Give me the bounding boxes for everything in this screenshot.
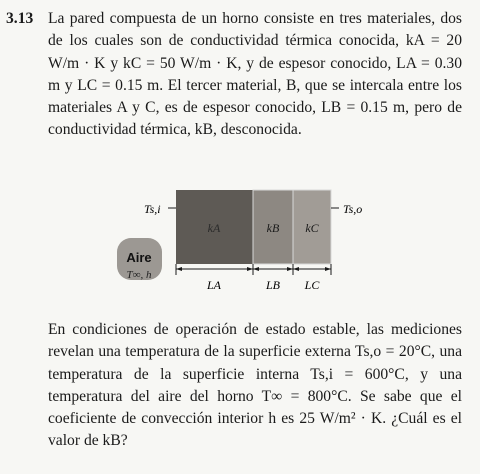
thickness-c-label: LC	[304, 278, 320, 292]
layer-b-label: kB	[266, 221, 280, 235]
problem-number: 3.13	[6, 10, 34, 27]
problem-conditions-text: En condiciones de operación de estado estable, las mediciones revelan una temperatura de la superficie externa Ts,o = 20°C, una temperatura de la superficie interna Ts,i = 600°C, y una temperatura del aire del horno T∞ = 800°C. Se sabe que el coeficiente de convección interior h es 25 W/m² · K. ¿Cuál es el valor de kB?	[48, 321, 462, 450]
layer-c-label: kC	[305, 221, 319, 235]
layer-a-label: kA	[207, 221, 221, 235]
outer-surface-temp-label: Ts,o	[343, 202, 363, 216]
thickness-b-label: LB	[265, 278, 281, 292]
air-label: Aire	[126, 250, 152, 265]
problem-intro-text: La pared compuesta de un horno consiste en tres materiales, dos de los cuales son de conductividad térmica conocida, kA = 20 W/m · K y kC = 50 W/m · K, y de espesor conocido, LA = 0.30 m y LC = 0.15 m. El tercer material, B, que se intercala entre los materiales A y C, es de espesor conocido, LB = 0.15 m, pero de conductividad térmica, kB, desconocida.	[48, 10, 462, 139]
thickness-a-label: LA	[206, 278, 222, 292]
air-sub-label: T∞, h	[126, 269, 152, 281]
inner-surface-temp-label: Ts,i	[144, 202, 161, 216]
